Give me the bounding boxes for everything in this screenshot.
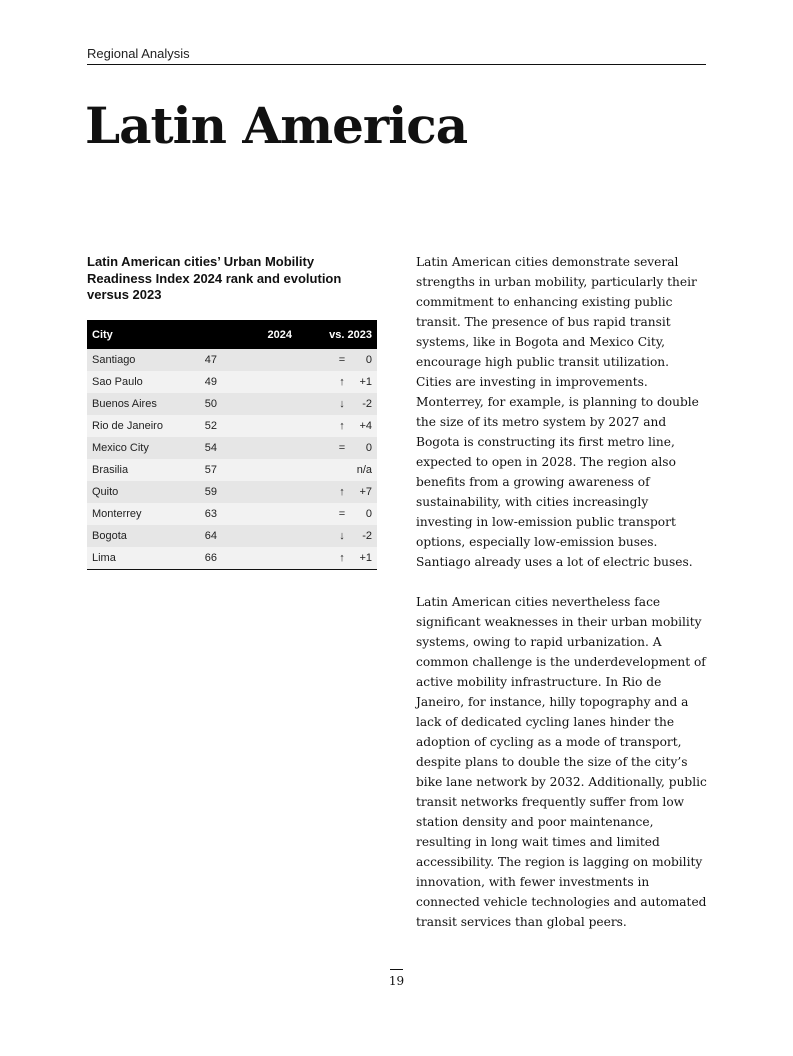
trend-icon: ↑ <box>339 376 345 388</box>
city-name: Quito <box>87 481 172 503</box>
rank-change <box>297 481 377 503</box>
trend-icon: = <box>338 442 346 454</box>
rank-delta: 0 <box>365 442 372 454</box>
page-title: Latin America <box>85 96 468 155</box>
table-row <box>87 371 377 393</box>
rank-change <box>297 415 377 437</box>
rank-delta: +7 <box>359 486 372 498</box>
column-header-city: City <box>87 320 172 349</box>
body-text <box>416 252 708 952</box>
city-name: Monterrey <box>87 503 172 525</box>
rank-delta: +1 <box>359 552 372 564</box>
rank-change <box>297 437 377 459</box>
city-name: Brasilia <box>87 459 172 481</box>
city-name: Rio de Janeiro <box>87 415 172 437</box>
rank-delta: -2 <box>362 398 372 410</box>
rank-2024: 64 <box>172 525 297 547</box>
city-name: Buenos Aires <box>87 393 172 415</box>
rank-delta: 0 <box>365 354 372 366</box>
page-number: 19 <box>388 974 405 988</box>
rank-change <box>297 371 377 393</box>
city-name: Sao Paulo <box>87 371 172 393</box>
rank-change <box>297 393 377 415</box>
rank-change <box>297 349 377 371</box>
rank-delta: 0 <box>365 508 372 520</box>
rank-2024: 50 <box>172 393 297 415</box>
rank-2024: 47 <box>172 349 297 371</box>
table-row <box>87 459 377 481</box>
table-row <box>87 415 377 437</box>
rank-change <box>297 459 377 481</box>
trend-icon: ↑ <box>339 420 345 432</box>
city-name: Bogota <box>87 525 172 547</box>
footer-divider <box>390 969 403 970</box>
city-name: Santiago <box>87 349 172 371</box>
rank-2024: 59 <box>172 481 297 503</box>
column-header-vs-2023: vs. 2023 <box>297 320 377 349</box>
column-header-2024: 2024 <box>172 320 297 349</box>
trend-icon: ↓ <box>339 530 345 542</box>
table-row <box>87 437 377 459</box>
table-row <box>87 547 377 570</box>
rank-2024: 66 <box>172 547 297 570</box>
table-caption: Latin American cities’ Urban Mobility Readiness Index 2024 rank and evolution versus 2023 <box>87 254 342 302</box>
trend-icon: ↑ <box>339 486 345 498</box>
paragraph-strengths: Latin American cities demonstrate several strengths in urban mobility, particularly their commitment to enhancing existing public transit. The presence of bus rapid transit systems, like in Bogota and Mexico City, encourage high public transit utilization. Cities are investing in improvements. Monterrey, for example, is planning to double the size of its metro system by 2027 and Bogota is constructing its first metro line, expected to open in 2028. The region also benefits from a growing awareness of sustainability, with cities increasingly investing in low-emission public transport options, especially low-emission buses. Santiago already uses a lot of electric buses. <box>416 255 699 569</box>
ranking-table-container <box>87 320 377 570</box>
trend-icon: ↑ <box>339 552 345 564</box>
trend-icon: = <box>338 508 346 520</box>
table-row <box>87 481 377 503</box>
rank-2024: 57 <box>172 459 297 481</box>
table-row <box>87 349 377 371</box>
rank-change <box>297 547 377 570</box>
rank-2024: 54 <box>172 437 297 459</box>
rank-2024: 63 <box>172 503 297 525</box>
table-header-row <box>87 320 377 349</box>
section-label: Regional Analysis <box>87 46 190 61</box>
table-row <box>87 525 377 547</box>
rank-2024: 52 <box>172 415 297 437</box>
table-row <box>87 393 377 415</box>
rank-change <box>297 525 377 547</box>
city-name: Mexico City <box>87 437 172 459</box>
rank-delta: n/a <box>356 464 372 476</box>
rank-delta: +1 <box>359 376 372 388</box>
trend-icon: ↓ <box>339 398 345 410</box>
city-name: Lima <box>87 547 172 570</box>
ranking-table <box>87 320 377 570</box>
table-row <box>87 503 377 525</box>
rank-delta: +4 <box>359 420 372 432</box>
rank-2024: 49 <box>172 371 297 393</box>
rank-delta: -2 <box>362 530 372 542</box>
paragraph-weaknesses: Latin American cities nevertheless face significant weaknesses in their urban mobility systems, owing to rapid urbanization. A common challenge is the underdevelopment of active mobility infrastructure. In Rio de Janeiro, for instance, hilly topography and a lack of dedicated cycling lanes hinder the adoption of cycling as a mode of transport, despite plans to double the size of the city’s bike lane network by 2032. Additionally, public transit networks frequently suffer from low station density and poor maintenance, resulting in long wait times and limited accessibility. The region is lagging on mobility innovation, with fewer investments in connected vehicle technologies and automated transit services than global peers. <box>416 595 707 929</box>
header-divider <box>87 64 706 65</box>
rank-change <box>297 503 377 525</box>
trend-icon: = <box>338 354 346 366</box>
